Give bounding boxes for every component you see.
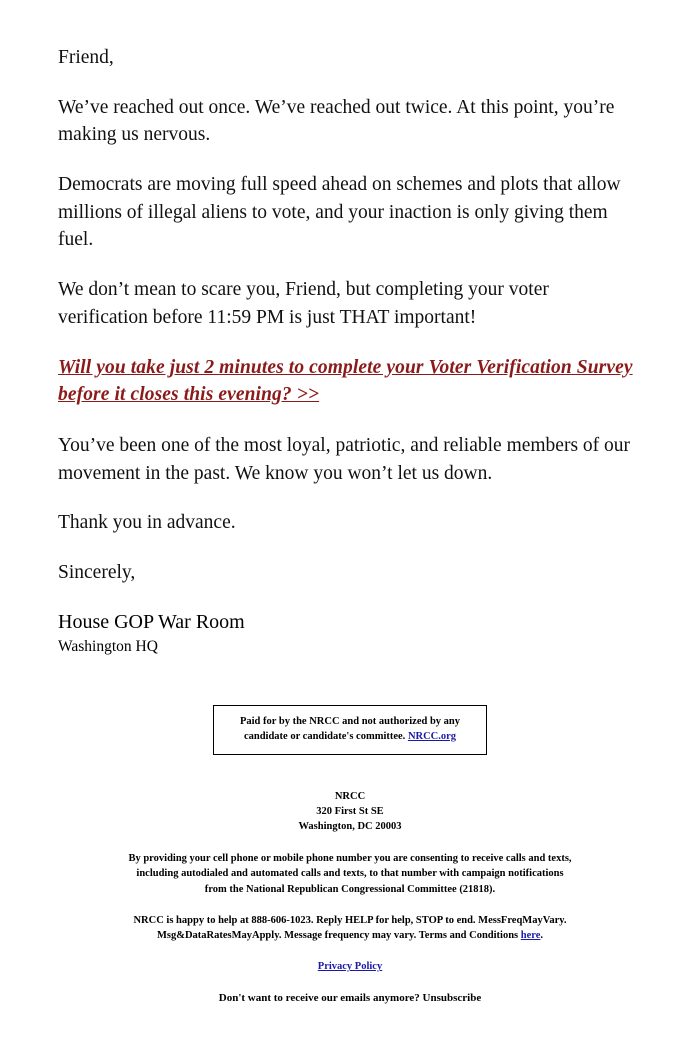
footer-consent-text: By providing your cell phone or mobile phone number you are consenting to receive calls and texts, including autodialed and automated calls and texts, to that number with campaign notifications from the National Republican Congressional Committee (21818). [128, 853, 572, 895]
footer-city-state-zip: Washington, DC 20003 [298, 821, 402, 833]
footer-org-name: NRCC [334, 791, 366, 803]
terms-and-conditions-here-link[interactable]: here [520, 929, 541, 941]
paid-for-by-disclaimer-box [213, 705, 487, 755]
footer-help-period: . [540, 929, 544, 941]
signature-location: Washington HQ [58, 637, 158, 655]
paragraph-4: You’ve been one of the most loyal, patriotic, and reliable members of our movement in the past. We know you won’t let us down. [58, 435, 631, 484]
disclaimer-container [58, 705, 642, 755]
paragraph-thank-you: Thank you in advance. [58, 512, 236, 534]
footer-help-text [128, 913, 572, 943]
footer-unsubscribe-line[interactable]: Don't want to receive our emails anymore? Unsubscribe [218, 992, 482, 1005]
email-footer [58, 790, 642, 1004]
footer-privacy-line [128, 961, 572, 972]
nrcc-org-link[interactable]: NRCC.org [407, 730, 457, 742]
disclaimer-text [228, 715, 472, 744]
footer-address-block [128, 790, 572, 835]
disclaimer-text-body: Paid for by the NRCC and not authorized by any candidate or candidate's committee. [239, 715, 461, 742]
paragraph-sincerely: Sincerely, [58, 562, 136, 584]
greeting-line: Friend, [58, 47, 114, 68]
privacy-policy-link[interactable]: Privacy Policy [317, 961, 383, 973]
paragraph-1: We’ve reached out once. We’ve reached out twice. At this point, you’re making us nervous. [58, 96, 615, 146]
paragraph-3: We don’t mean to scare you, Friend, but completing your voter verification before 11:59 PM is just THAT important! [58, 279, 549, 328]
footer-help-body: NRCC is happy to help at 888-606-1023. Reply HELP for help, STOP to end. MessFreqMayVary. Msg&DataRatesMayApply. Message frequency may vary. Terms and Conditions [133, 914, 567, 941]
signature-name: House GOP War Room [58, 610, 245, 633]
paragraph-2: Democrats are moving full speed ahead on schemes and plots that allow millions of illegal aliens to vote, and your inaction is only giving them fuel. [58, 174, 621, 251]
voter-verification-survey-cta-link[interactable]: Will you take just 2 minutes to complete your Voter Verification Survey before it closes this evening? >> [58, 356, 633, 405]
footer-street: 320 First St SE [316, 806, 384, 818]
